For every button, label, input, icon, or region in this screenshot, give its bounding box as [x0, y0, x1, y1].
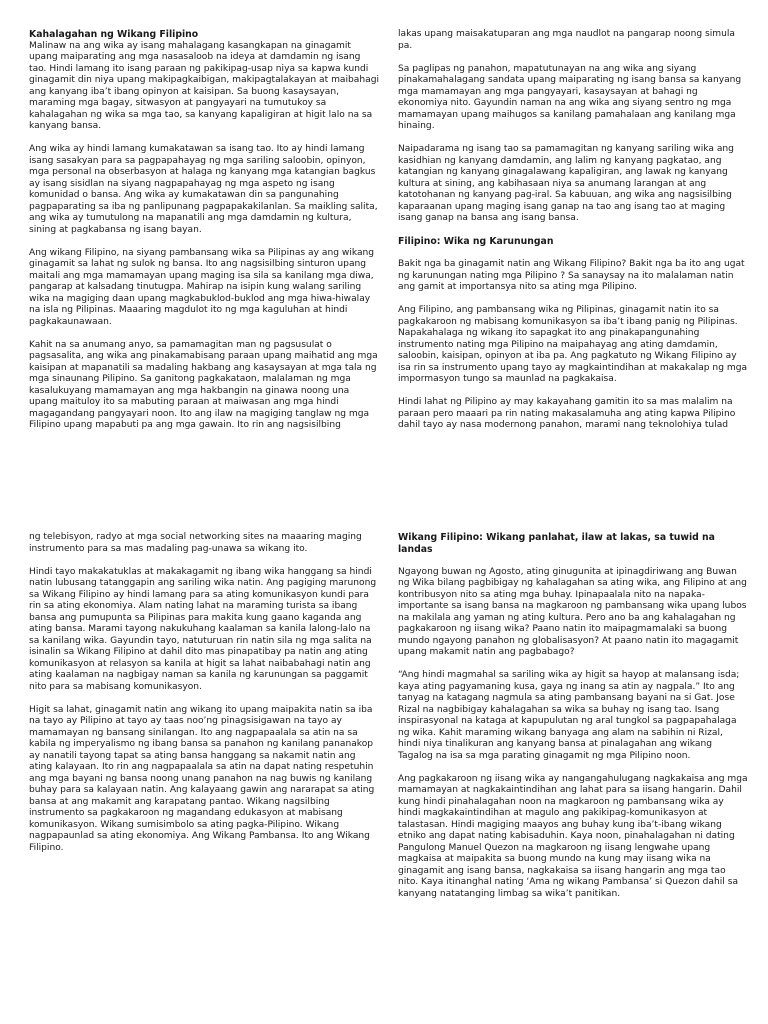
- paragraph: “Ang hindi magmahal sa sariling wika ay higit sa hayop at malansang isda; kaya ating pagyamaning kusa, gaya ng inang sa atin ay nagpala.” Ito ang tanyag na katagang nagmula sa ating pambansang bayani na si Gat. Jose Rizal na nagbibigay kahalagahan sa wika sa buhay ng isang tao. Isang inspirasyonal na kataga at kapupulutan ng aral tungkol sa pagpapahalaga ng wika. Kahit maraming wikang banyaga ang alam na sabihin ni Rizal, hindi niya tinalikuran ang kanyang bansa at pinalagahan ang wikang Tagalog na isa sa mga parating ginagamit ng mga Pilipino noon.: [398, 670, 740, 761]
- paragraph: Hindi lahat ng Pilipino ay may kakayahang gamitin ito sa mas malalim na paraan pero maaari pa rin nating makasalamuha ang ating kapwa Pilipino dahil tayo ay nasa modernong panahon, marami nang teknolohiya tulad: [398, 397, 736, 430]
- paragraph: Ang wikang Filipino, na siyang pambansang wika sa Pilipinas ay ang wikang ginagamit sa lahat ng sulok ng bansa. Ito ang nagsisilbing sinturon upang maitali ang mga mamamayan upang maging isa sila sa kanilang mga diwa, pangarap at kalsadang tinutugpa. Mahirap na isipin kung walang sariling wika na magiging daan upang magkabuklod-buklod ang mga hiwa-hiwalay na isla ng Pilipinas. Maaaring magdulot ito ng mga kaguluhan at hindi pagkakaunawaan.: [29, 247, 375, 327]
- paragraph: Malinaw na ang wika ay isang mahalagang kasangkapan na ginagamit upang maiparating ang mga nasasaloob na ideya at damdamin ng isang tao. Hindi lamang ito isang paraan ng pakikipag-usap niya sa kapwa kundi ginagamit din niya upang makipagkaibigan, makipagtalakayan at maibahagi ang kanyang iba’t ibang opinyon at kaisipan. Sa buong kasaysayan, maraming mga bagay, sitwasyon at pangyayari na tumutukoy sa kahalagahan ng wika sa mga tao, sa kanyang kapaligiran at higit lalo na sa kanyang bansa.: [29, 40, 379, 131]
- paragraph: Hindi tayo makakatuklas at makakagamit ng ibang wika hanggang sa hindi natin lubusang tatanggapin ang sariling wika natin. Ang pagiging marunong sa Wikang Filipino ay hindi lamang para sa ating komunikasyon kundi para rin sa ating ekonomiya. Alam nating lahat na maraming turista sa ibang bansa ang pumupunta sa Pilipinas para makita kung gaano kaganda ang ating bansa. Marami tayong nakukuhang kaalaman sa kanila lalong-lalo na sa kanilang wika. Gayundin tayo, natuturuan rin natin sila ng mga salita na isinalin sa Wikang Filipino at dahil dito mas pinapatibay pa natin ang ating komunikasyon at relasyon sa kanila at higit sa lahat naibabahagi natin ang ating kaalaman na nagbigay naman sa kanila ng karunungan sa paggamit nito para sa mabisang komunikasyon.: [29, 566, 377, 692]
- document-page-2: [0, 512, 768, 1024]
- page-1-left-column: [29, 29, 379, 474]
- section-heading: Kahalagahan ng Wikang Filipino: [29, 29, 199, 40]
- paragraph: Higit sa lahat, ginagamit natin ang wikang ito upang maipakita natin sa iba na tayo ay Pilipino at tayo ay taas noo’ng pinagsisigawan na tayo ay mamamayan ng bansang sinilangan. Ito ang nagpapaalala sa atin na sa kabila ng imperyalismo ng ibang bansa sa panahon ng kanilang pananakop ay nanatili tayong tapat sa ating bansa hanggang sa nakamit natin ang ating kalayaan. Ito rin ang nagpapaalala sa atin na dapat nating respetuhin ang mga bayani ng bansa noong unang panahon na nag buwis ng kanilang buhay para sa kalayaan natin. Ang kalayaang gawin ang nararapat sa ating bansa at ang makamit ang karapatang pantao. Wikang nagsilbing instrumento sa pagkakaroon ng magandang edukasyon at mabisang komunikasyon. Wikang sumisimbolo sa ating pagka-Pilipino. Wikang nagpapaunlad sa ating ekonomiya. Ang Wikang Pambansa. Ito ang Wikang Filipino.: [29, 704, 375, 853]
- page-2-right-column: [398, 532, 748, 1002]
- paragraph: Ang wika ay hindi lamang kumakatawan sa isang tao. Ito ay hindi lamang isang sasakyan para sa pagpapahayag ng mga sariling saloobin, opinyon, mga personal na obserbasyon at halaga ng kanyang mga katangian bagkus ay isang sisidlan na siyang nagpapahayag ng mga aspeto ng isang komunidad o bansa. Ang wika ay kumakatawan din sa pangunahing pagpaparating sa iba ng panlipunang pagpapakakilanlan. Sa maikling salita, ang wika ay tumutulong na mapanatili ang mga damdamin ng kultura, sining at pagkabansa ng isang bayan.: [29, 144, 378, 235]
- paragraph: Kahit na sa anumang anyo, sa pamamagitan man ng pagsusulat o pagsasalita, ang wika ang pinakamabisang paraan upang maihatid ang mga kaisipan at mapanatili sa madaling hakbang ang kasaysayan at mga tala ng mga sinaunang Pilipino. Sa ganitong pagkakataon, malalaman ng mga kasalukuyang mamamayan ang mga hakbangin na ginawa noong una upang maituloy ito sa mabuting paraan at maiwasan ang mga hindi magagandang pangyayari noon. Ito ang ilaw na magiging tanglaw ng mga Filipino upang mapabuti pa ang mga gawain. Ito rin ang nagsisilbing: [29, 339, 378, 430]
- page-1-right-column: [398, 29, 748, 489]
- paragraph: Ang Filipino, ang pambansang wika ng Pilipinas, ginagamit natin ito sa pagkakaroon ng mabisang komunikasyon sa iba’t ibang panig ng Pilipinas. Napakahalaga ng wikang ito sapagkat ito ang pinakapangunahing instrumento nating mga Pilipino na maipahayag ang ating damdamin, saloobin, kaisipan, opinyon at iba pa. Ang pagkatuto ng Wikang Filipino ay isa rin sa instrumento upang tayo ay magkaintindihan at makakalap ng mga impormasyon tungo sa maunlad na pagkakaisa.: [398, 305, 748, 384]
- paragraph: Ngayong buwan ng Agosto, ating ginugunita at ipinagdiriwang ang Buwan ng Wika bilang pagbibigay ng kahalagahan sa ating wika, ang Filipino at ang kontribusyon nito sa ating mga buhay. Ipinapaalala nito na napaka-importante sa isang bansa na magkaroon ng pambansang wika upang lubos na makilala ang yaman ng ating kultura. Pero ano ba ang kahalagahan ng pagkakaroon ng iisang wika? Paano natin ito maipagmamalaki sa buong mundo ngayong panahon ng globalisasyon? At paano natin ito magagamit upang makamit natin ang pagbabago?: [398, 566, 747, 657]
- paragraph: ng telebisyon, radyo at mga social networking sites na maaaring maging instrumento para sa mas madaling pag-unawa sa wikang ito.: [29, 532, 362, 554]
- paragraph: Bakit nga ba ginagamit natin ang Wikang Filipino? Bakit nga ba ito ang ugat ng karunungan nating mga Pilipino ? Sa sanaysay na ito malalaman natin ang gamit at importansya nito sa ating mga Pilipino.: [398, 259, 745, 292]
- paragraph: Naipadarama ng isang tao sa pamamagitan ng kanyang sariling wika ang kasidhian ng kanyang damdamin, ang lalim ng kanyang pagkatao, ang katangian ng kanyang ginagalawang kapaligiran, ang lawak ng kanyang kultura at sining, ang kabihasaan niya sa anumang larangan at ang katotohanan ng kanyang pag-iral. Sa kabuuan, ang wika ang nagsisilbing kaparaanan upang maging isang ganap na tao ang isang tao at maging isang ganap na bansa ang isang bansa.: [398, 144, 734, 223]
- page-2-left-column: [29, 532, 379, 992]
- paragraph: Sa paglipas ng panahon, mapatutunayan na ang wika ang siyang pinakamahalagang sandata upang maiparating ng isang bansa sa kanyang mga mamamayan ang mga pangyayari, kasaysayan at bahagi ng ekonomiya nito. Gayundin naman na ang wika ang siyang sentro ng mga mamamayan upang maihugos sa kanilang pamahalaan ang kanilang mga hinaing.: [398, 63, 742, 131]
- paragraph: Ang pagkakaroon ng iisang wika ay nangangahulugang nagkakaisa ang mga mamamayan at nagkakaintindihan ang lahat para sa iisang hangarin. Dahil kung hindi pinahalagahan noon na magkaroon ng pambansang wika ay hindi magkakaintindihan at magulo ang pakikipag-komunikasyon at talastasan. Hindi magiging maayos ang buhay kung iba’t-ibang wikang etniko ang dapat nating kabisaduhin. Kaya noon, pinahalagahan ni dating Pangulong Manuel Quezon na magkaroon ng iisang lengwahe upang magkaisa at maipakita sa buong mundo na kung may iisang wika na ginagamit ang isang bansa, nagkakaisa sa iisang hangarin ang mga tao nito. Kaya itinanghal nating ‘Ama ng wikang Pambansa’ si Quezon dahil sa kanyang natatanging limbag sa wika’t panitikan.: [398, 773, 748, 899]
- section-heading: Wikang Filipino: Wikang panlahat, ilaw at lakas, sa tuwid na landas: [398, 532, 715, 555]
- paragraph: lakas upang maisakatuparan ang mga naudlot na pangarap noong simula pa.: [398, 29, 735, 51]
- section-heading: Filipino: Wika ng Karunungan: [398, 236, 554, 247]
